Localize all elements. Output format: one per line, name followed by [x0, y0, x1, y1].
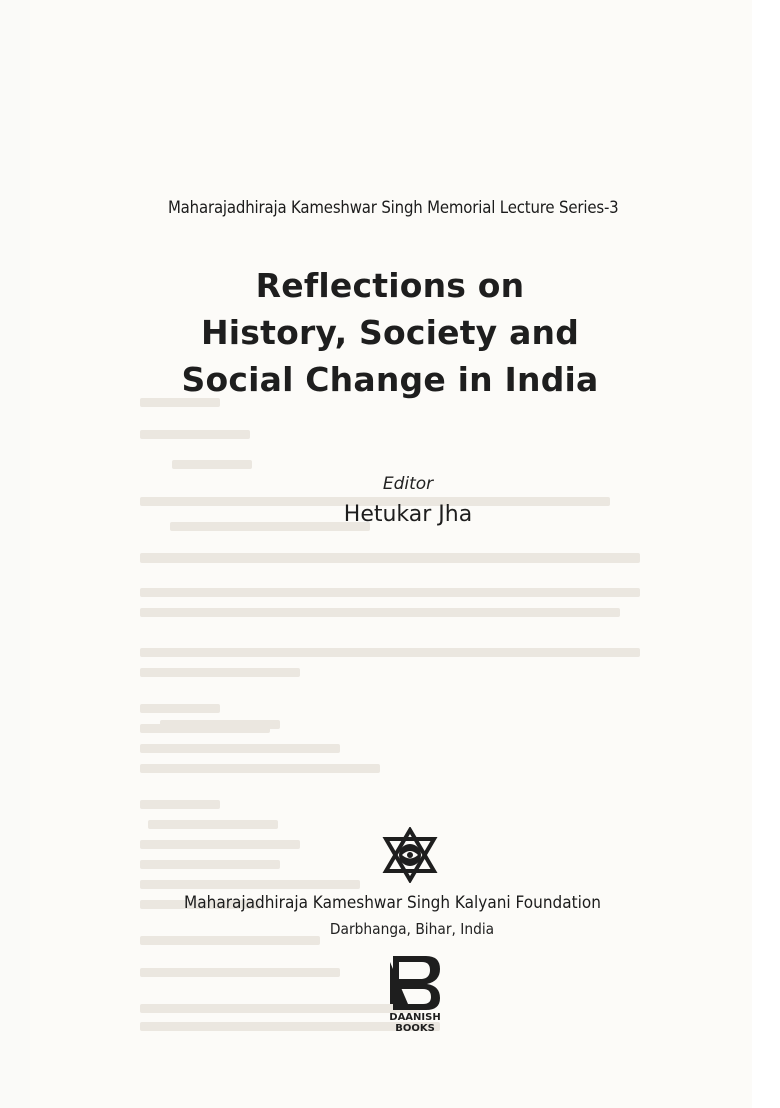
publisher-name [386, 1012, 444, 1034]
book-title-line-2: History, Society and [200, 313, 580, 352]
book-title-line-1: Reflections on [255, 266, 525, 305]
book-title-line-3: Social Change in India [181, 360, 599, 399]
book-title [0, 262, 780, 403]
lecture-series-line: Maharajadhiraja Kameshwar Singh Memorial Lecture Series-3 [167, 198, 619, 218]
star-of-david-emblem-icon [382, 827, 438, 883]
foundation-name: Maharajadhiraja Kameshwar Singh Kalyani Foundation [184, 893, 601, 913]
publisher-name-line-2: BOOKS [395, 1023, 435, 1034]
editor-label: Editor [382, 474, 434, 494]
editor-name: Hetukar Jha [343, 502, 473, 527]
publisher-name-line-1: DAANISH [389, 1012, 441, 1023]
foundation-place: Darbhanga, Bihar, India [329, 920, 495, 938]
